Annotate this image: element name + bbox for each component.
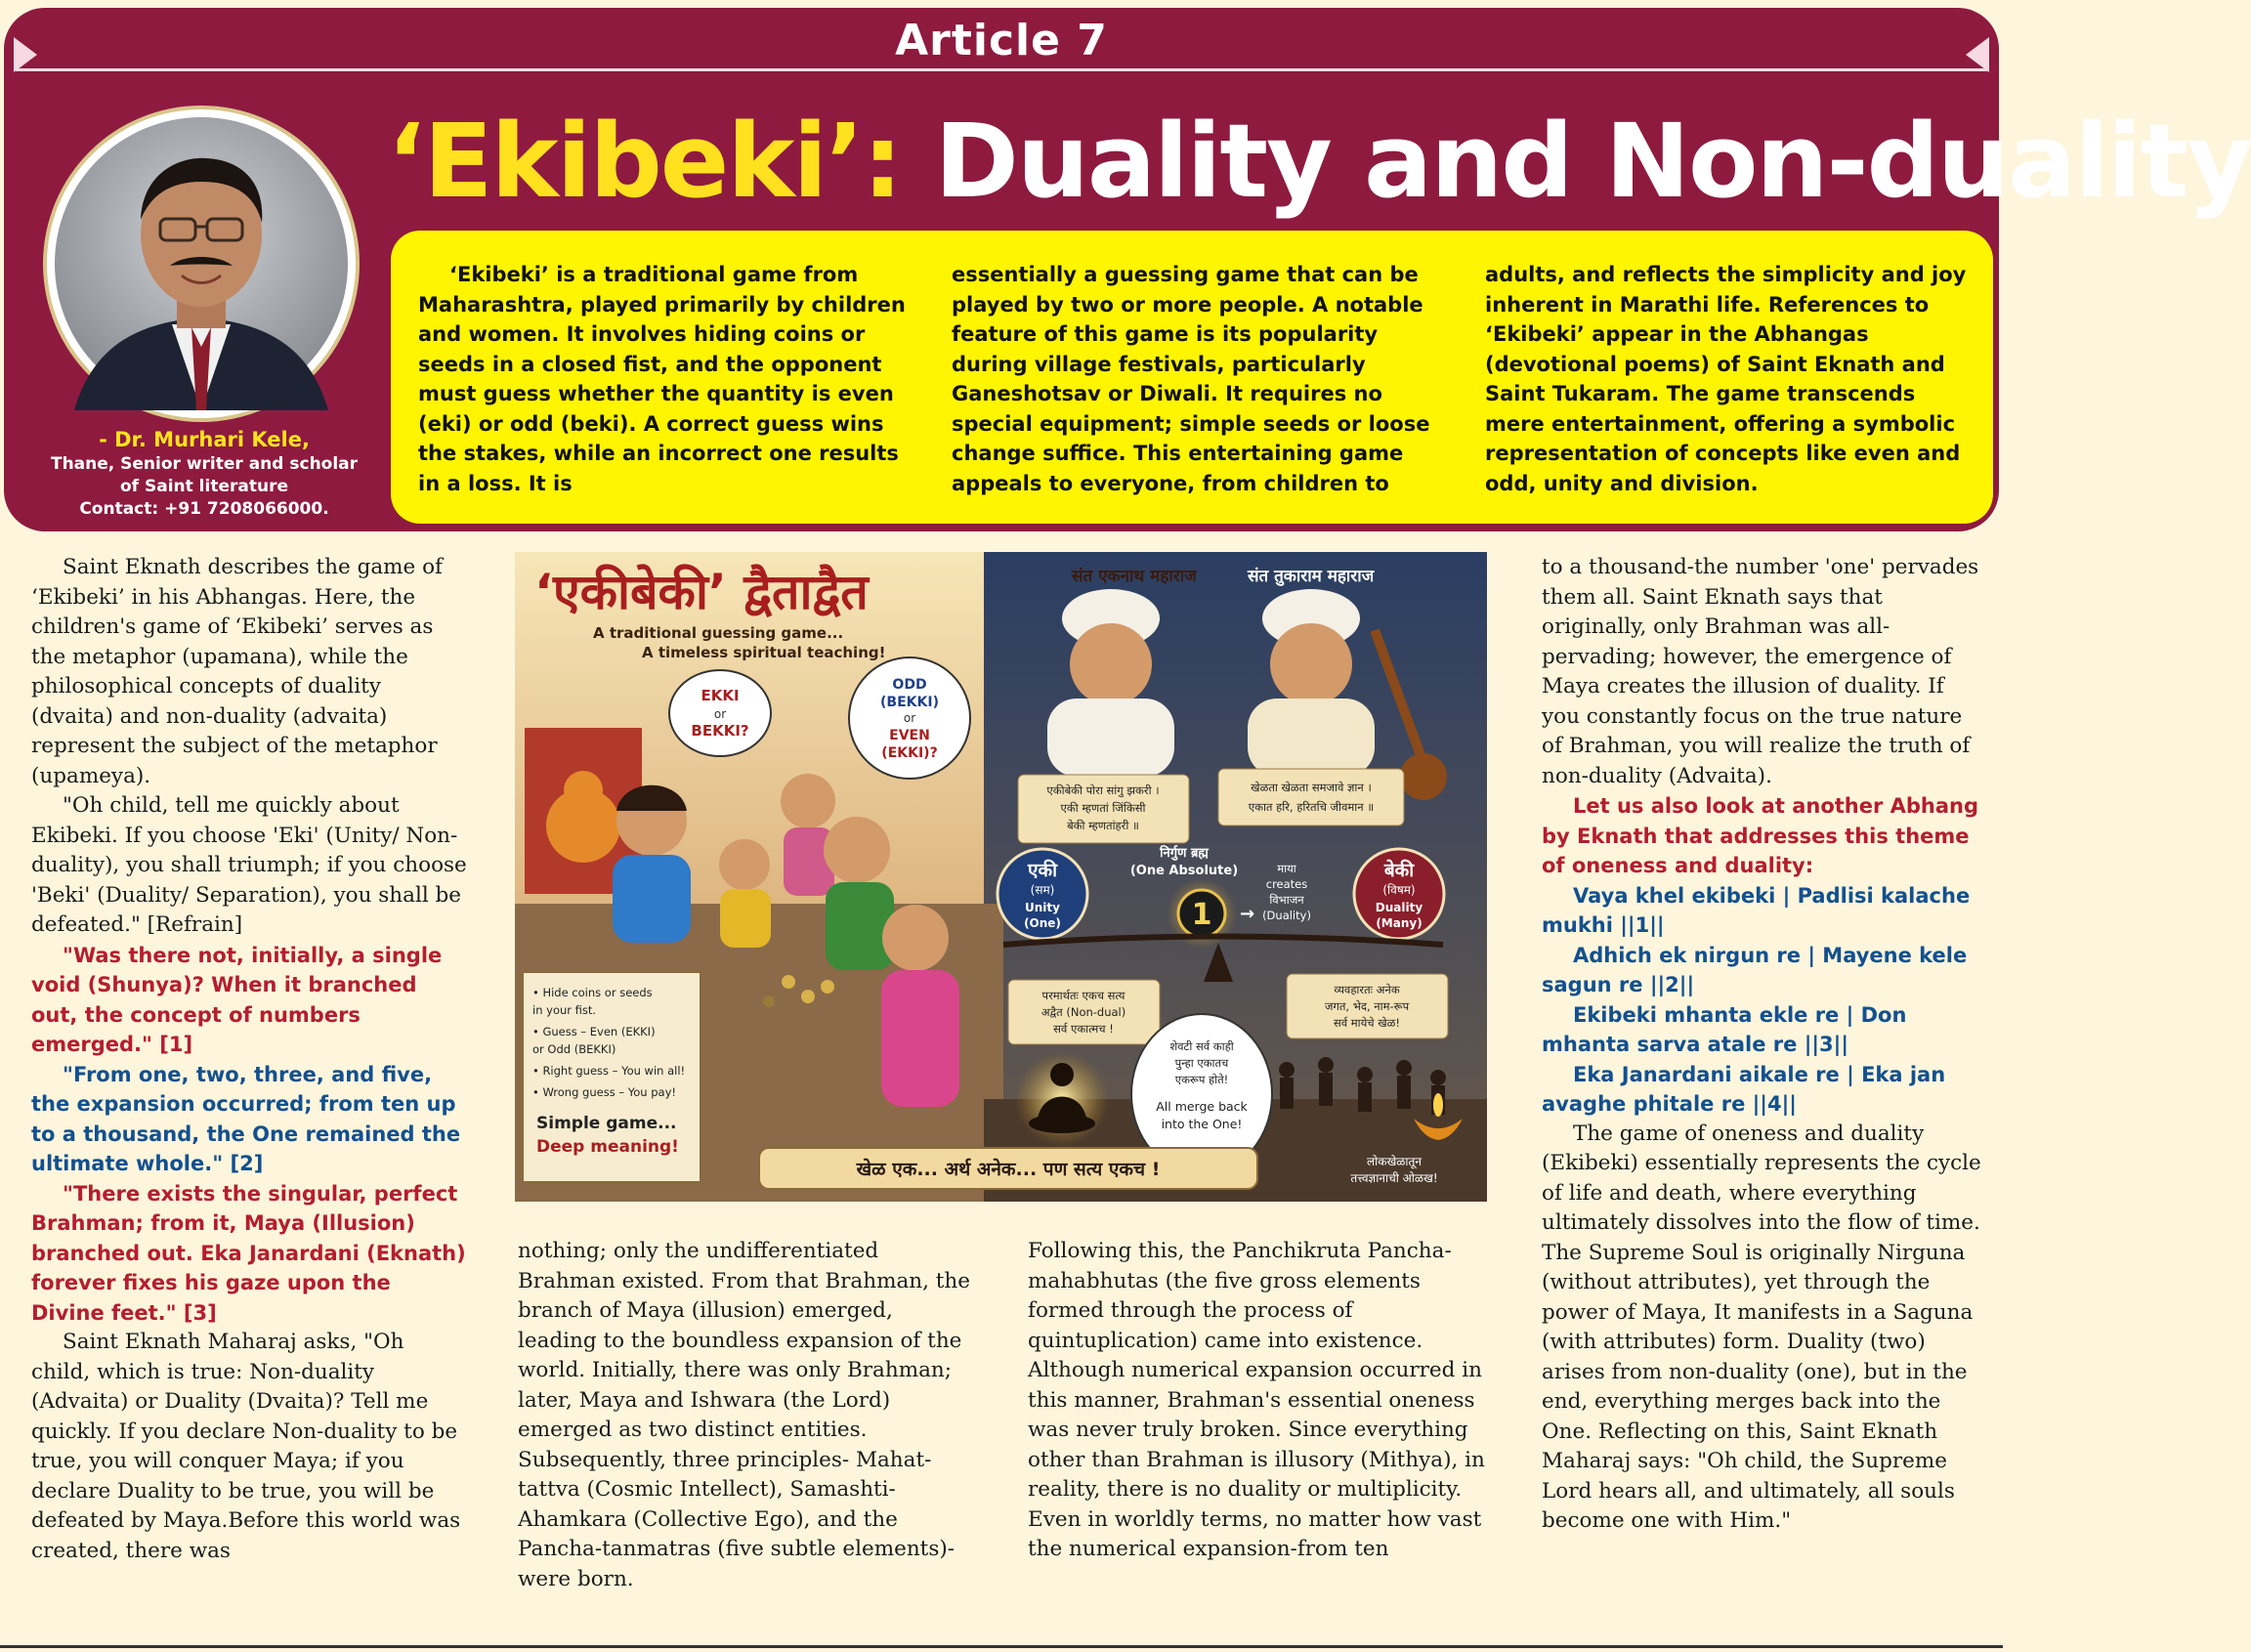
eknath-scroll-line-1: एकीबेकी पोरा सांगु झकरी । [1046, 784, 1160, 797]
intro-column-2 [952, 260, 1440, 498]
saint-tukaram-label: संत तुकाराम महाराज [1248, 567, 1375, 586]
eki-line-3: Unity [1025, 901, 1060, 914]
body-column-4 [1542, 553, 1981, 1537]
merge-line-1: शेवटी सर्व काही [1169, 1039, 1234, 1053]
rule-line-5: • Right guess – You win all! [532, 1064, 686, 1078]
illustration-panel [515, 552, 1487, 1202]
bubble-right-line-4: EVEN [889, 728, 930, 743]
paramarth-line-1: परमार्थतः एकच सत्य [1041, 989, 1126, 1002]
bubble-right-line-1: ODD [892, 677, 927, 693]
body-column-2 [518, 1237, 977, 1594]
one-absolute-label: (One Absolute) [1129, 864, 1239, 878]
eknath-scroll-line-3: बेकी म्हणतांहरी ॥ [1067, 819, 1139, 832]
intro-box [391, 231, 1993, 524]
rule-line-2: in your fist. [532, 1003, 597, 1017]
maya-line-2: creates [1265, 877, 1308, 891]
illustration-subtitle-1: A traditional guessing game... [593, 624, 844, 642]
col4-abhang-intro: Let us also look at another Abhang by Eknath that addresses this theme of oneness and duality: [1542, 794, 1979, 877]
bubble-left-line-1: EKKI [701, 687, 740, 704]
eknath-scroll-line-2: एकी म्हणतां जिंकिसी [1060, 801, 1146, 815]
maya-line-3: विभाजन [1269, 893, 1304, 907]
beki-line-1: बेकी [1383, 860, 1415, 881]
paramarth-line-3: सर्व एकात्मच ! [1053, 1022, 1114, 1036]
headline-rest: Duality and Non-duality [934, 102, 2251, 221]
intro-paragraph-2: essentially a guessing game that can be played by two or more people. A notable feature of this game is its popularity during village festivals, particularly Ganeshotsav or Diwali. It requires no special equipment; simple seeds or loose change suffice. This entertaining game appeals to everyone, from children to [952, 263, 1430, 495]
tukaram-scroll-line-1: खेळता खेळता समजावे ज्ञान । [1251, 781, 1372, 794]
author-location: Thane, Senior writer and scholar [50, 454, 359, 474]
vyavahar-line-2: जगत, भेद, नाम-रूप [1324, 999, 1410, 1013]
tab-divider [16, 68, 1987, 71]
article-header [4, 8, 2251, 531]
illustration-title: ‘एकीबेकी’ द्वैताद्वैत [534, 564, 869, 620]
intro-paragraph-3: adults, and reflects the simplicity and joy inherent in Marathi life. References to ‘Ekibeki’ appear in the Abhangas (devotional poems) of Saint Eknath and Saint Tukaram. The game transcends mere entertainment, offering a symbolic representation of concepts like even and odd, unity and division. [1485, 263, 1967, 495]
meditating-figure [1029, 1114, 1095, 1133]
beki-line-2: (विषम) [1382, 883, 1416, 897]
col4-verse-3: Ekibeki mhanta ekle re | Don mhanta sarva atale re ||3|| [1542, 1002, 1907, 1056]
merge-line-3: एकरूप होते! [1174, 1073, 1229, 1086]
author-photo-illustration [55, 117, 348, 410]
col1-paragraph-1: Saint Eknath describes the game of ‘Ekibeki’ in his Abhangas. Here, the children's game of ‘Ekibeki’ serves as the metaphor (upamana), while the philosophical concepts of duality (dvaita) and non-duality (advaita) represent the subject of the metaphor (upameya). [31, 555, 443, 788]
col4-paragraph-1: to a thousand-the number 'one' pervades them all. Saint Eknath says that originally, only Brahman was all-pervading; however, the emergence of Maya creates the illusion of duality. If you constantly focus on the true nature of Brahman, you will realize the truth of non-duality (Advaita). [1542, 555, 1979, 788]
maya-line-4: (Duality) [1262, 909, 1311, 922]
tukaram-scroll-line-2: एकात हरि, हरितचि जीवमान ॥ [1248, 800, 1375, 814]
body-column-3 [1028, 1237, 1489, 1565]
author-contact: Contact: +91 7208066000. [79, 499, 329, 519]
rule-line-1: • Hide coins or seeds [532, 986, 653, 999]
beki-line-4: (Many) [1376, 916, 1423, 930]
tukaram-scroll [1218, 769, 1404, 826]
author-portrait [47, 109, 356, 418]
col1-quote-3: "There exists the singular, perfect Brahman; from it, Maya (Illusion) branched out. Eka Janardani (Eknath) forever fixes his gaze upon the Divine feet." [3] [31, 1181, 466, 1325]
col1-paragraph-2: "Oh child, tell me quickly about Ekibeki. If you choose 'Eki' (Unity/ Non-duality), you shall triumph; if you choose 'Beki' (Duality/ Separation), you shall be defeated." [Refrain] [31, 793, 467, 937]
corner-line-1: लोकखेळातून [1366, 1155, 1423, 1168]
vyavahar-line-1: व्यवहारतः अनेक [1334, 983, 1400, 996]
headline-keyword: ‘Ekibeki’: [387, 102, 902, 221]
merge-line-2: पुन्हा एकातच [1174, 1056, 1229, 1070]
col4-paragraph-2: The game of oneness and duality (Ekibeki) essentially represents the cycle of life and death, where everything ultimately dissolves into the flow of time. The Supreme Soul is originally Nirguna (without attributes), yet through the power of Maya, It manifests in a Saguna (with attributes) form. Duality (two) arises from non-duality (one), but in the end, everything merges back into the One. Reflecting on this, Saint Eknath Maharaj says: "Oh child, the Supreme Lord hears all, and ultimately, all souls become one with Him." [1542, 1121, 1981, 1533]
col4-verse-2: Adhich ek nirgun re | Mayene kele sagun re ||2|| [1542, 943, 1968, 996]
author-name: - Dr. Murhari Kele, [99, 428, 310, 451]
intro-column-3 [1485, 260, 1974, 498]
ekibeki-infographic [515, 552, 1487, 1202]
col4-verse-4: Eka Janardani aikale re | Eka jan avaghe phitale re ||4|| [1542, 1062, 1946, 1116]
vyavahar-line-3: सर्व मायेचे खेळ! [1333, 1016, 1401, 1030]
merge-english-2: into the One! [1161, 1117, 1243, 1131]
intro-paragraph-1: ‘Ekibeki’ is a traditional game from Maharashtra, played primarily by children and women. It involves hiding coins or seeds in a closed fist, and the opponent must guess whether the quantity is even (eki) or odd (beki). A correct guess wins the stakes, while an incorrect one results in a loss. It is [418, 263, 906, 495]
illustration-subtitle-2: A timeless spiritual teaching! [642, 644, 886, 661]
bubble-right-line-3: or [903, 711, 916, 725]
deep-meaning-line: Deep meaning! [536, 1137, 679, 1157]
bubble-left-line-2: or [713, 707, 727, 721]
saint-eknath-label: संत एकनाथ महाराज [1072, 567, 1197, 586]
eki-line-4: (One) [1024, 916, 1061, 930]
beki-line-3: Duality [1375, 901, 1423, 914]
number-one: 1 [1191, 898, 1212, 932]
banner-text: खेळ एक... अर्थ अनेक... पण सत्य एकच ! [856, 1159, 1161, 1180]
col4-verse-1: Vaya khel ekibeki | Padlisi kalache mukhi ||1|| [1542, 883, 1971, 937]
bubble-right-line-5: (EKKI)? [881, 745, 938, 761]
article-tab [4, 8, 1999, 72]
corner-line-2: तत्त्वज्ञानाची ओळख! [1350, 1171, 1438, 1185]
rule-line-4: or Odd (BEKKI) [532, 1042, 616, 1056]
headline [387, 98, 2251, 225]
bubble-left-line-3: BEKKI? [691, 722, 749, 740]
arrow-right-icon: → [1240, 904, 1255, 924]
nirgun-label: निर्गुण ब्रह्म [1160, 846, 1209, 861]
eki-line-1: एकी [1027, 860, 1058, 881]
body-column-1 [31, 553, 469, 1566]
bottom-rule [0, 1645, 2003, 1648]
col1-paragraph-3: Saint Eknath Maharaj asks, "Oh child, which is true: Non-duality (Advaita) or Duality (Dvaita)? Tell me quickly. If you declare Non-duality to be true, you will conquer Maya; if you declare Duality to be true, you will be defeated by Maya.Before this world was created, there was [31, 1330, 461, 1563]
paramarth-line-2: अद्वैत (Non-dual) [1041, 1005, 1126, 1019]
merge-english-1: All merge back [1156, 1099, 1248, 1114]
article-number: Article 7 [895, 16, 1108, 65]
simple-game-line: Simple game... [536, 1114, 677, 1133]
rule-line-6: • Wrong guess – You pay! [532, 1085, 676, 1099]
author-role: of Saint literature [120, 477, 288, 496]
author-credit [33, 426, 375, 521]
rule-line-3: • Guess – Even (EKKI) [532, 1025, 656, 1038]
eki-line-2: (सम) [1030, 883, 1055, 897]
intro-column-1 [418, 260, 907, 498]
col3-paragraph-1: Following this, the Panchikruta Pancha-mahabhutas (the five gross elements formed through the process of quintuplication) came into existence. Although numerical expansion occurred in this manner, Brahman's essential oneness was never truly broken. Since everything other than Brahman is illusory (Mithya), in reality, there is no duality or multiplicity. Even in worldly terms, no matter how vast the numerical expansion-from ten [1028, 1239, 1485, 1561]
col1-quote-2: "From one, two, three, and five, the expansion occurred; from ten up to a thousand, the One remained the ultimate whole." [2] [31, 1062, 461, 1175]
col1-quote-1: "Was there not, initially, a single void (Shunya)? When it branched out, the concept of numbers emerged." [1] [31, 943, 443, 1056]
maya-line-1: माया [1277, 862, 1296, 875]
col2-paragraph-1: nothing; only the undifferentiated Brahman existed. From that Brahman, the branch of Maya (illusion) emerged, leading to the boundless expansion of the world. Initially, there was only Brahman; later, Maya and Ishwara (the Lord) emerged as two distinct entities. Subsequently, three principles- Mahat-tattva (Cosmic Intellect), Samashti-Ahamkara (Collective Ego), and the Pancha-tanmatras (five subtle elements)-were born. [518, 1239, 970, 1591]
bubble-right-line-2: (BEKKI) [880, 695, 939, 710]
